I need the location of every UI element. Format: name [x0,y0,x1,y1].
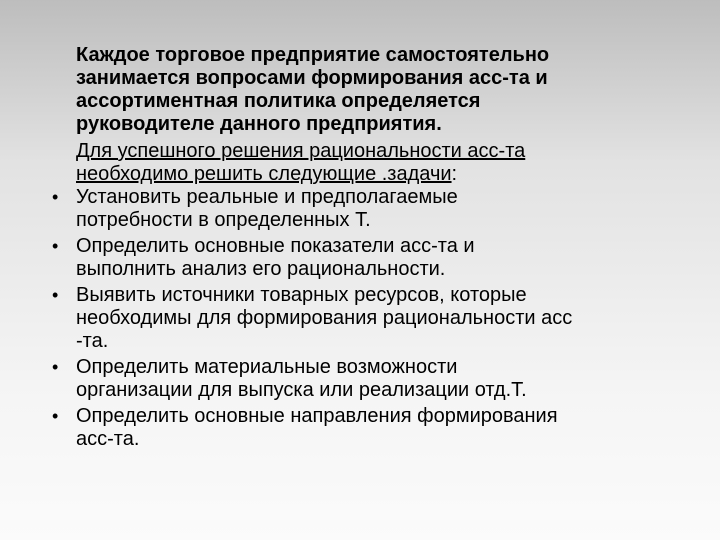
bullet-icon: • [52,236,59,256]
bullet-icon: • [52,406,59,426]
bullet-icon: • [52,285,59,305]
lead-line: Для успешного решения рациональности асс-та [76,140,526,162]
lead-line-underlined: необходимо решить следующие .задачи [76,163,452,185]
intro-paragraph [76,44,676,136]
task-line: выполнить анализ его рациональности. [76,258,446,280]
intro-line: ассортиментная политика определяется [76,90,481,112]
intro-line: руководителе данного предприятия. [76,113,442,135]
task-line: -та. [76,330,109,352]
task-list [46,186,686,451]
intro-line: Каждое торговое предприятие самостоятельно [76,44,550,66]
task-item [46,186,686,232]
bullet-icon: • [52,357,59,377]
task-line: потребности в определенных Т. [76,209,371,231]
task-line: Определить основные направления формирования [76,405,558,427]
task-item [46,284,686,353]
lead-colon: : [451,163,458,185]
task-line: Выявить источники товарных ресурсов, которые [76,284,527,306]
task-line: Определить основные показатели асс-та и [76,235,475,257]
task-line: Установить реальные и предполагаемые [76,186,458,208]
lead-paragraph [76,140,676,186]
task-line: Определить материальные возможности [76,356,458,378]
task-line: организации для выпуска или реализации отд.Т. [76,379,527,401]
task-item [46,405,686,451]
task-item [46,356,686,402]
task-item [46,235,686,281]
task-line: асс-та. [76,428,140,450]
bullet-icon: • [52,187,59,207]
task-line: необходимы для формирования рациональности асс [76,307,573,329]
intro-line: занимается вопросами формирования асс-та и [76,67,548,89]
slide-content [46,44,686,454]
